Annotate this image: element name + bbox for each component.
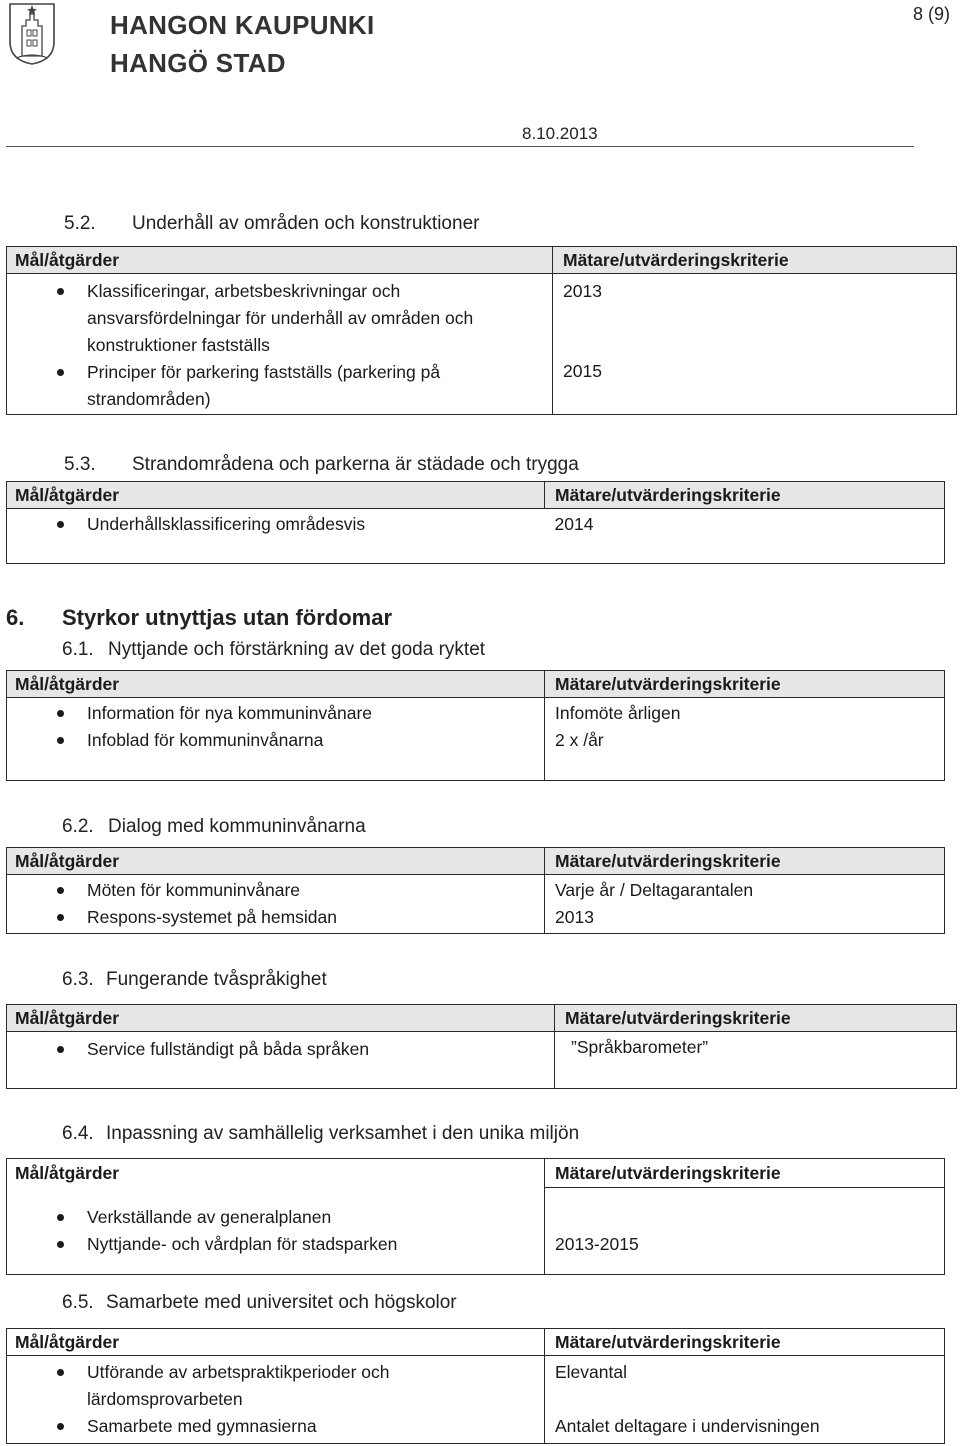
criterion-value: 2013: [555, 907, 594, 927]
criterion-value: ”Språkbarometer”: [571, 1037, 709, 1057]
table-5-3: [6, 481, 945, 564]
section-heading-6-3: 6.3. Fungerande tvåspråkighet: [62, 969, 327, 990]
section-heading-6-5: 6.5. Samarbete med universitet och högskolor: [62, 1292, 457, 1313]
criterion-value: 2014: [554, 514, 594, 534]
section-heading-5-2: 5.2. Underhåll av områden och konstruktioner: [64, 213, 480, 234]
list-item: Klassificeringar, arbetsbeskrivningar och ansvarsfördelningar för underhåll av områden och konstruktioner fastställs: [7, 278, 522, 359]
table-6-5: [6, 1328, 945, 1444]
col-header-right: Mätare/utvärderingskriterie: [545, 1329, 945, 1356]
list-item: Principer för parkering fastställs (parkering på strandområden): [7, 359, 522, 413]
col-header-right: Mätare/utvärderingskriterie: [545, 482, 945, 509]
list-item: Respons-systemet på hemsidan: [7, 904, 544, 931]
criterion-value: 2 x /år: [555, 730, 604, 750]
criterion-value: 2013: [563, 281, 602, 301]
table-6-2: [6, 847, 945, 934]
header-rule: [6, 146, 914, 147]
list-item: Samarbete med gymnasierna: [7, 1413, 484, 1440]
col-header-left: Mål/åtgärder: [7, 1005, 555, 1032]
list-item: Information för nya kommuninvånare: [7, 700, 544, 727]
criterion-value: 2013-2015: [555, 1234, 639, 1254]
criterion-value: Varje år / Deltagarantalen: [555, 880, 754, 900]
table-6-1: [6, 670, 945, 781]
chapter-heading-6: 6. Styrkor utnyttjas utan fördomar: [6, 605, 393, 630]
list-item: Service fullständigt på båda språken: [7, 1036, 554, 1063]
page-number: 8 (9): [912, 4, 950, 24]
city-crest-icon: [8, 2, 56, 66]
col-header-left: Mål/åtgärder: [7, 247, 553, 274]
col-header-right: Mätare/utvärderingskriterie: [545, 848, 945, 875]
criterion-value: 2015: [563, 361, 602, 381]
col-header-left: Mål/åtgärder: [7, 671, 545, 698]
criterion-value: Elevantal: [555, 1362, 627, 1382]
col-header-left: Mål/åtgärder: [7, 482, 545, 509]
list-item: Nyttjande- och vårdplan för stadsparken: [7, 1231, 544, 1258]
criterion-value: Antalet deltagare i undervisningen: [555, 1416, 820, 1436]
list-item: Verkställande av generalplanen: [7, 1204, 544, 1231]
criterion-value: Infomöte årligen: [555, 703, 681, 723]
section-heading-6-1: 6.1. Nyttjande och förstärkning av det goda ryktet: [62, 639, 486, 660]
list-item: Underhållsklassificering områdesvis: [7, 511, 545, 538]
col-header-right: Mätare/utvärderingskriterie: [545, 671, 945, 698]
col-header-left: Mål/åtgärder: [7, 1159, 545, 1188]
col-header-left: Mål/åtgärder: [7, 1329, 545, 1356]
org-name-swedish: HANGÖ STAD: [110, 48, 286, 78]
section-heading-5-3: 5.3. Strandområdena och parkerna är städade och trygga: [64, 454, 579, 475]
list-item: Infoblad för kommuninvånarna: [7, 727, 544, 754]
col-header-right: Mätare/utvärderingskriterie: [555, 1005, 957, 1032]
table-6-3: [6, 1004, 957, 1089]
col-header-right: Mätare/utvärderingskriterie: [553, 247, 957, 274]
list-item: Utförande av arbetspraktikperioder och lärdomsprovarbeten: [7, 1359, 484, 1413]
col-header-left: Mål/åtgärder: [7, 848, 545, 875]
org-name-finnish: HANGON KAUPUNKI: [110, 10, 375, 40]
list-item: Möten för kommuninvånare: [7, 877, 544, 904]
table-5-2: [6, 246, 957, 415]
section-heading-6-2: 6.2. Dialog med kommuninvånarna: [62, 816, 366, 837]
document-date: 8.10.2013: [522, 124, 598, 143]
col-header-right: Mätare/utvärderingskriterie: [545, 1159, 945, 1188]
section-heading-6-4: 6.4. Inpassning av samhällelig verksamhet i den unika miljön: [62, 1123, 580, 1144]
table-6-4: [6, 1158, 945, 1275]
